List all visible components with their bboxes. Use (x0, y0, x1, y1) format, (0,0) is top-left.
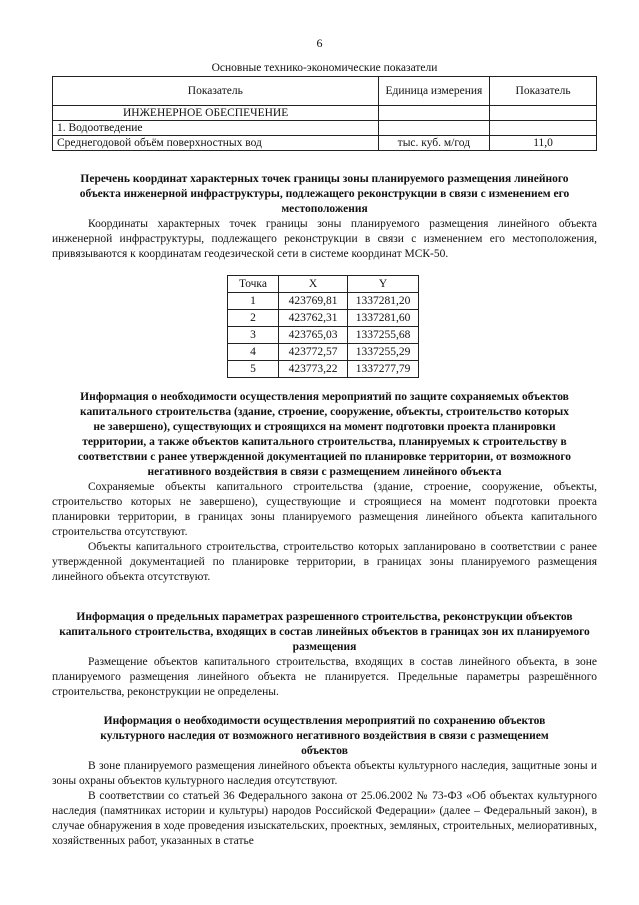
table-cell: Среднегодовой объём поверхностных вод (53, 136, 379, 151)
section-heading: Информация о необходимости осуществления мероприятий по защите сохраняемых объектов капитального строительства (здание, строение, сооружение, объекты, строительство которых не завершено), существующих и строящихся на момент подготовки проекта планировки территории, а также объектов капитального строительства, планируемых к строительству в соответствии с ранее утвержденной документацией по планировке территории, от возможного негативного воздействия в связи с размещением линейного объекта (77, 391, 572, 478)
header-cell: Показатель (53, 77, 379, 106)
table-row (53, 106, 597, 121)
table-cell (490, 106, 597, 121)
coordinates-table (227, 275, 419, 378)
table-row (228, 327, 419, 344)
table-cell: тыс. куб. м/год (378, 136, 489, 151)
tech-table-caption: Основные технико-экономические показатели (211, 62, 438, 74)
table-cell: 1337281,20 (348, 293, 419, 310)
table-cell: 1337255,68 (348, 327, 419, 344)
section-paragraph: Объекты капитального строительства, строительство которых запланировано в соответствии с ранее утвержденной документацией по планировке территории, в границах зоны планируемого размещения линейного объекта отсутствуют. (52, 541, 597, 583)
section-paragraph: Сохраняемые объекты капитального строительства (здание, строение, сооружение, объекты, строительство которых не завершено), существующие и строящиеся на момент подготовки проекта планировки территории, в границах зоны планируемого размещения линейного объекта капитального строительства отсутствуют. (52, 481, 597, 538)
section-paragraph: В зоне планируемого размещения линейного объекта объекты культурного наследия, защитные зоны и зоны охраны объектов культурного наследия отсутствуют. (52, 760, 597, 787)
table-cell: 1. Водоотведение (53, 121, 379, 136)
table-cell: 3 (228, 327, 279, 344)
table-cell (378, 106, 489, 121)
table-cell: 1337277,79 (348, 361, 419, 378)
table-cell: 1337255,29 (348, 344, 419, 361)
page-number: 6 (316, 36, 323, 50)
table-cell: 423773,22 (279, 361, 348, 378)
section-heading: Информация о предельных параметрах разрешенного строительства, реконструкции объектов капитального строительства, входящих в состав линейных объектов в границах зон их планируемого размещения (59, 611, 590, 653)
table-cell: 4 (228, 344, 279, 361)
table-row (53, 121, 597, 136)
table-row (53, 136, 597, 151)
table-cell: 5 (228, 361, 279, 378)
table-cell: 423765,03 (279, 327, 348, 344)
table-cell: 423762,31 (279, 310, 348, 327)
section-heading: Перечень координат характерных точек границы зоны планируемого размещения линейного объекта инженерной инфраструктуры, подлежащего реконструкции в связи с изменением его местоположения (79, 173, 570, 215)
section-paragraph: Координаты характерных точек границы зоны планируемого размещения линейного объекта инженерной инфраструктуры, подлежащего реконструкции в связи с изменением его местоположения, привязываются к координатам геодезической сети в системе координат МСК-50. (52, 218, 597, 260)
table-cell (490, 121, 597, 136)
section-parameters (52, 610, 597, 700)
section-heading: Информация о необходимости осуществления мероприятий по сохранению объектов культурного наследия от возможного негативного воздействия в связи с размещением объектов (100, 715, 549, 757)
header-cell: Показатель (490, 77, 597, 106)
section-protection (52, 390, 597, 585)
section-paragraph: Размещение объектов капитального строительства, входящих в состав линейного объекта, в зоне планируемого размещения линейного объекта не планируется. Предельные параметры разрешённого строительства, реконструкции не определены. (52, 656, 597, 698)
table-cell: 423769,81 (279, 293, 348, 310)
table-header-row (228, 276, 419, 293)
table-cell: 423772,57 (279, 344, 348, 361)
table-row (228, 293, 419, 310)
table-cell: 11,0 (490, 136, 597, 151)
table-cell (378, 121, 489, 136)
header-cell: Точка (228, 276, 279, 293)
table-cell: 1337281,60 (348, 310, 419, 327)
table-row (228, 310, 419, 327)
header-cell: Y (348, 276, 419, 293)
table-header-row (53, 77, 597, 106)
section-cultural-heritage (52, 714, 597, 849)
section-coordinates (52, 172, 597, 262)
table-cell: 1 (228, 293, 279, 310)
header-cell: Единица измерения (378, 77, 489, 106)
table-cell: ИНЖЕНЕРНОЕ ОБЕСПЕЧЕНИЕ (53, 106, 379, 121)
tech-indicators-table (52, 76, 597, 151)
table-cell: 2 (228, 310, 279, 327)
section-paragraph: В соответствии со статьей 36 Федерального закона от 25.06.2002 № 73-ФЗ «Об объектах культурного наследия (памятниках истории и культуры) народов Российской Федерации» (далее – Федеральный закон), в случае обнаружения в ходе проведения изыскательских, проектных, земляных, строительных, мелиоративных, хозяйственных работ, указанных в статье (52, 790, 597, 847)
table-row (228, 361, 419, 378)
table-row (228, 344, 419, 361)
header-cell: X (279, 276, 348, 293)
